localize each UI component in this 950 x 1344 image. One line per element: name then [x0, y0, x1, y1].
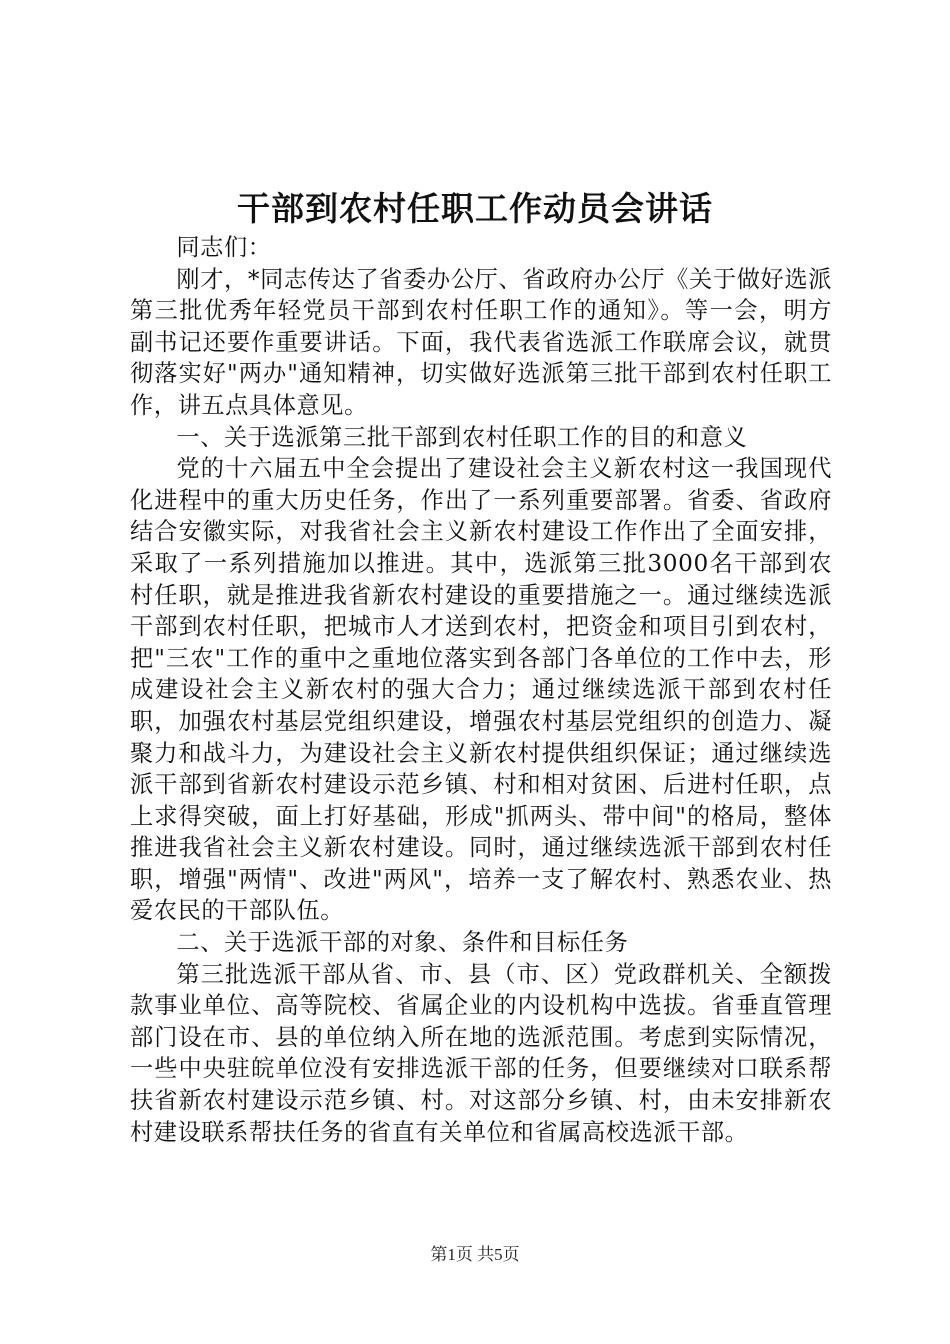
- section-heading-1: 一、关于选派第三批干部到农村任职工作的目的和意义: [176, 423, 748, 451]
- section-heading-2: 二、关于选派干部的对象、条件和目标任务: [176, 929, 629, 957]
- body-paragraph: 党的十六届五中全会提出了建设社会主义新农村这一我国现代化进程中的重大历史任务，作出了一系列重要部署。省委、省政府结合安徽实际，对我省社会主义新农村建设工作作出了全面安排，采取了一系列措施加以推进。其中，选派第三批3000名干部到农村任职，就是推进我省新农村建设的重要措施之一。通过继续选派干部到农村任职，把城市人才送到农村，把资金和项目引到农村，把"三农"工作的重中之重地位落实到各部门各单位的工作中去，形成建设社会主义新农村的强大合力；通过继续选派干部到农村任职，加强农村基层党组织建设，增强农村基层党组织的创造力、凝聚力和战斗力，为建设社会主义新农村提供组织保证；通过继续选派干部到省新农村建设示范乡镇、村和相对贫困、后进村任职，点上求得突破，面上打好基础，形成"抓两头、带中间"的格局，整体推进我省社会主义新农村建设。同时，通过继续选派干部到农村任职，增强"两情"、改进"两风"，培养一支了解农村、熟悉农业、热爱农民的干部队伍。: [130, 455, 832, 925]
- intro-paragraph: 刚才，*同志传达了省委办公厅、省政府办公厅《关于做好选派第三批优秀年轻党员干部到农村任职工作的通知》。等一会，明方副书记还要作重要讲话。下面，我代表省选派工作联席会议，就贯彻落实好"两办"通知精神，切实做好选派第三批干部到农村任职工作，讲五点具体意见。: [130, 265, 832, 419]
- body-paragraph: 第三批选派干部从省、市、县（市、区）党政群机关、全额拨款事业单位、高等院校、省属企业的内设机构中选拔。省垂直管理部门设在市、县的单位纳入所在地的选派范围。考虑到实际情况，一些中央驻皖单位没有安排选派干部的任务，但要继续对口联系帮扶省新农村建设示范乡镇、村。对这部分乡镇、村，由未安排新农村建设联系帮扶任务的省直有关单位和省属高校选派干部。: [130, 960, 832, 1146]
- salutation-paragraph: 同志们：: [176, 234, 272, 261]
- document-body: [130, 232, 832, 1148]
- document-title: 干部到农村任职工作动员会讲话: [237, 189, 713, 228]
- page-number-footer: 第1页 共5页: [430, 1245, 520, 1264]
